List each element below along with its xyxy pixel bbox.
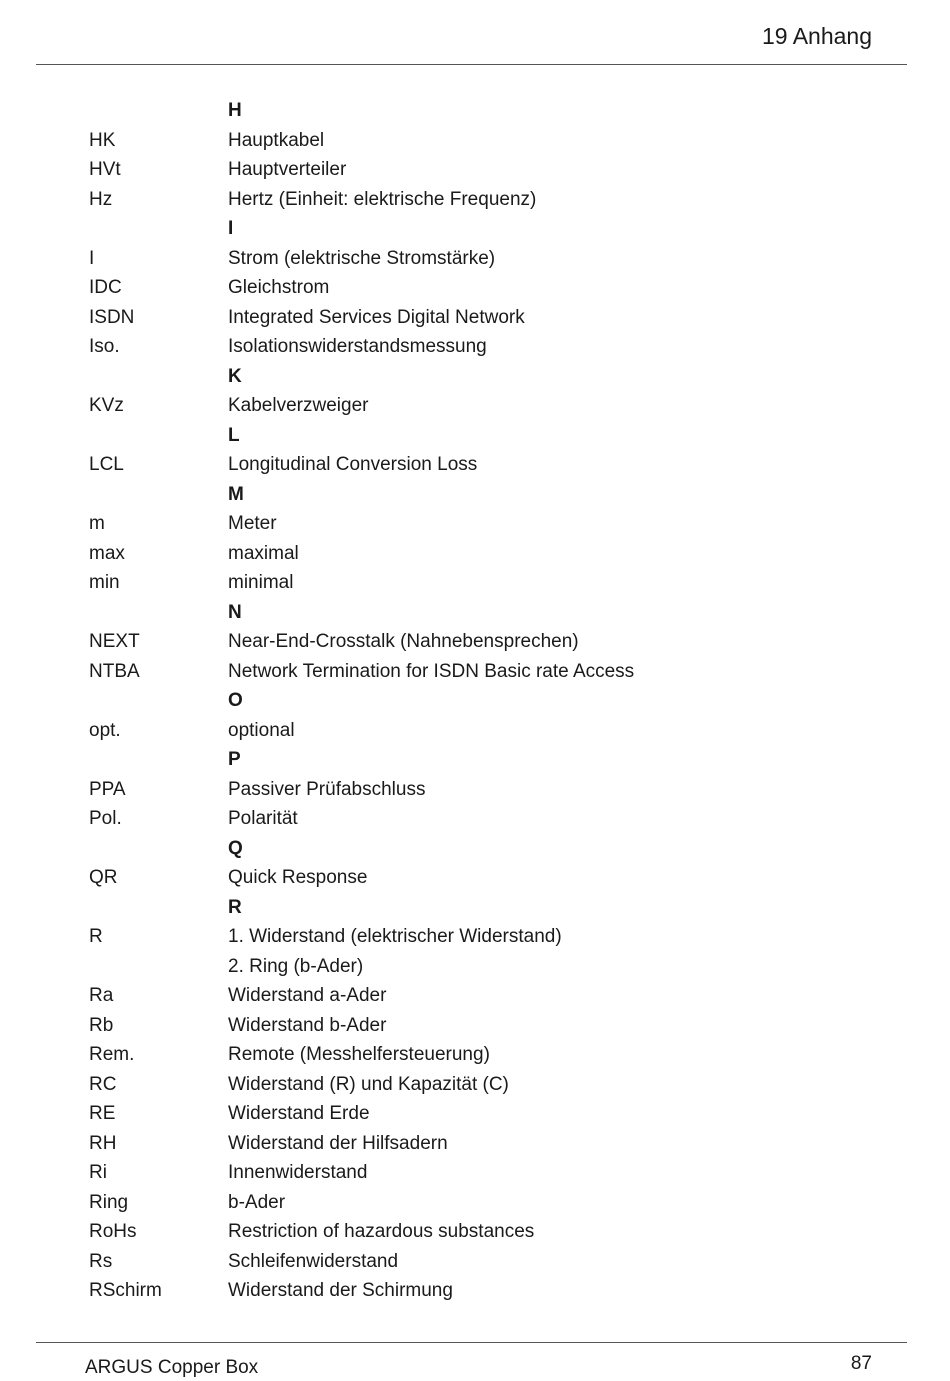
glossary-abbreviation: R <box>89 926 103 947</box>
glossary-definition: Strom (elektrische Stromstärke) <box>228 247 496 269</box>
glossary-row <box>89 244 889 274</box>
glossary-definition: Gleichstrom <box>228 277 330 298</box>
glossary-definition: Widerstand Erde <box>228 1103 370 1124</box>
glossary-definition: Innenwiderstand <box>228 1162 368 1183</box>
glossary-abbreviation: RSchirm <box>89 1280 162 1301</box>
glossary-definition: Schleifenwiderstand <box>228 1250 399 1272</box>
glossary-row <box>89 185 889 215</box>
glossary-abbreviation: RC <box>89 1073 117 1095</box>
glossary-letter-heading <box>89 96 889 126</box>
glossary-definition: Meter <box>228 513 277 534</box>
glossary-definition: Network Termination for ISDN Basic rate Access <box>228 660 635 682</box>
glossary-abbreviation: Rs <box>89 1250 113 1272</box>
glossary-letter: K <box>228 365 242 387</box>
glossary-abbreviation: I <box>89 247 95 269</box>
glossary-row <box>89 509 889 539</box>
glossary-letter: P <box>228 749 241 770</box>
glossary-list <box>89 96 889 1306</box>
glossary-row <box>89 450 889 480</box>
header-divider <box>36 64 907 65</box>
glossary-letter-heading <box>89 893 889 923</box>
glossary-abbreviation: Rb <box>89 1014 114 1036</box>
glossary-abbreviation: Pol. <box>89 808 122 829</box>
glossary-row <box>89 1276 889 1306</box>
glossary-row <box>89 922 889 952</box>
glossary-abbreviation: RE <box>89 1103 116 1124</box>
footer-product-name: ARGUS Copper Box <box>85 1357 259 1378</box>
glossary-abbreviation: Iso. <box>89 336 120 357</box>
glossary-definition: Near-End-Crosstalk (Nahnebensprechen) <box>228 631 579 652</box>
glossary-row <box>89 273 889 303</box>
glossary-row <box>89 1129 889 1159</box>
glossary-row <box>89 155 889 185</box>
glossary-row <box>89 1070 889 1100</box>
glossary-letter-heading <box>89 745 889 775</box>
glossary-definition: Widerstand der Schirmung <box>228 1280 453 1301</box>
glossary-abbreviation: min <box>89 572 120 593</box>
glossary-abbreviation: NEXT <box>89 631 140 652</box>
glossary-abbreviation: HVt <box>89 159 121 180</box>
glossary-abbreviation: KVz <box>89 395 124 416</box>
glossary-abbreviation: QR <box>89 867 118 888</box>
glossary-letter-heading <box>89 362 889 392</box>
glossary-row <box>89 952 889 982</box>
glossary-letter-heading <box>89 480 889 510</box>
glossary-abbreviation: IDC <box>89 277 122 298</box>
glossary-definition: Longitudinal Conversion Loss <box>228 454 478 475</box>
glossary-definition: Hauptverteiler <box>228 159 347 180</box>
glossary-row <box>89 627 889 657</box>
glossary-definition: Polarität <box>228 808 298 829</box>
glossary-abbreviation: opt. <box>89 719 121 741</box>
glossary-definition: Widerstand a-Ader <box>228 985 387 1006</box>
glossary-letter: M <box>228 483 244 505</box>
page-number: 87 <box>850 1353 872 1374</box>
glossary-definition: Hertz (Einheit: elektrische Frequenz) <box>228 188 537 210</box>
glossary-row <box>89 981 889 1011</box>
glossary-row <box>89 716 889 746</box>
glossary-abbreviation: Hz <box>89 188 113 210</box>
glossary-letter-heading <box>89 421 889 451</box>
glossary-row <box>89 1040 889 1070</box>
glossary-abbreviation: HK <box>89 129 116 151</box>
glossary-letter-heading <box>89 686 889 716</box>
glossary-row <box>89 863 889 893</box>
glossary-abbreviation: PPA <box>89 778 126 800</box>
glossary-definition: Remote (Messhelfersteuerung) <box>228 1044 490 1065</box>
glossary-definition: Widerstand (R) und Kapazität (C) <box>228 1073 509 1095</box>
glossary-abbreviation: Ra <box>89 985 114 1006</box>
glossary-abbreviation: RoHs <box>89 1221 137 1242</box>
glossary-definition: maximal <box>228 542 299 564</box>
glossary-letter: I <box>228 218 234 239</box>
glossary-definition: 1. Widerstand (elektrischer Widerstand) <box>228 926 562 947</box>
glossary-row <box>89 1158 889 1188</box>
glossary-definition: Quick Response <box>228 867 368 888</box>
glossary-row <box>89 1247 889 1277</box>
glossary-row <box>89 568 889 598</box>
glossary-row <box>89 1188 889 1218</box>
glossary-abbreviation: RH <box>89 1132 117 1154</box>
glossary-definition: Isolationswiderstandsmessung <box>228 336 487 357</box>
glossary-row <box>89 657 889 687</box>
glossary-definition: Widerstand der Hilfsadern <box>228 1132 448 1154</box>
glossary-row <box>89 1099 889 1129</box>
glossary-definition: Passiver Prüfabschluss <box>228 778 426 800</box>
glossary-definition: 2. Ring (b-Ader) <box>228 955 364 977</box>
glossary-row <box>89 391 889 421</box>
footer-divider <box>36 1342 907 1343</box>
glossary-letter-heading <box>89 214 889 244</box>
glossary-definition: Restriction of hazardous substances <box>228 1221 535 1242</box>
glossary-definition: b-Ader <box>228 1191 286 1213</box>
glossary-abbreviation: NTBA <box>89 660 140 682</box>
glossary-row <box>89 303 889 333</box>
glossary-letter: N <box>228 601 242 623</box>
glossary-row <box>89 126 889 156</box>
glossary-row <box>89 539 889 569</box>
glossary-row <box>89 1011 889 1041</box>
glossary-definition: minimal <box>228 572 294 593</box>
glossary-definition: Hauptkabel <box>228 129 325 151</box>
glossary-definition: Kabelverzweiger <box>228 395 369 416</box>
glossary-definition: Integrated Services Digital Network <box>228 306 525 328</box>
glossary-abbreviation: Rem. <box>89 1044 135 1065</box>
glossary-row <box>89 1217 889 1247</box>
glossary-letter-heading <box>89 834 889 864</box>
glossary-row <box>89 332 889 362</box>
glossary-abbreviation: m <box>89 513 105 534</box>
glossary-abbreviation: Ring <box>89 1191 129 1213</box>
glossary-row <box>89 804 889 834</box>
page-header-title: 19 Anhang <box>761 23 872 49</box>
glossary-abbreviation: ISDN <box>89 306 135 328</box>
glossary-letter: R <box>228 896 242 918</box>
glossary-letter-heading <box>89 598 889 628</box>
glossary-definition: Widerstand b-Ader <box>228 1014 387 1036</box>
glossary-abbreviation: Ri <box>89 1162 107 1183</box>
glossary-letter: L <box>228 424 240 446</box>
glossary-abbreviation: max <box>89 542 125 564</box>
glossary-letter: Q <box>228 837 243 859</box>
glossary-definition: optional <box>228 719 295 741</box>
glossary-letter: O <box>228 690 243 711</box>
glossary-letter: H <box>228 100 242 121</box>
glossary-abbreviation: LCL <box>89 454 124 475</box>
glossary-row <box>89 775 889 805</box>
